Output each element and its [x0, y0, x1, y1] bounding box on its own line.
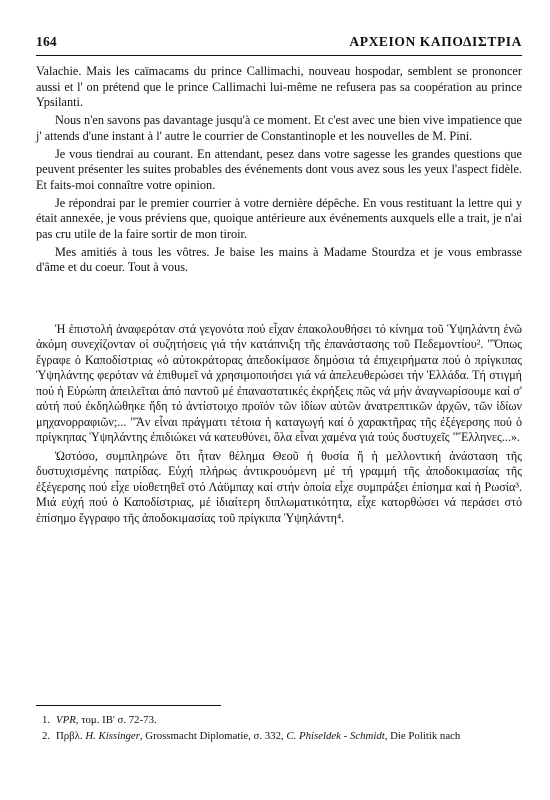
running-header: [36, 34, 522, 50]
footnote-source-italic: VPR: [56, 714, 76, 726]
greek-commentary: [36, 322, 522, 527]
french-letter-text: [36, 64, 522, 276]
greek-paragraph: Ἡ ἐπιστολή ἀναφερόταν στά γεγονότα πού εἶχαν ἐπακολουθήσει τό κίνημα τοῦ Ὑψηλάντη ἐνῶ ἀκόμη συνεχίζονταν οἱ συζητήσεις γιά τήν κατάπνιξη τῆς ἐπανάστασης τοῦ Πεδεμοντίου². "Ὅπως ἔγραφε ὁ Καποδίστριας «ὁ αὐτοκράτορας ἀπεδοκίμασε δημόσια τά ἐπιχειρήματα πού ὁ πρίγκιπας Ὑψηλάντης φερόταν νά ἐπιθυμεῖ νά χρησιμοποιήσει γιά νά ἀπελευθερώσει τήν Ἑλλάδα. Τή στιγμή πού ἡ Εὐρώπη ἀπειλεῖται ἀπό παντοῦ μέ ἐπαναστατικές ἐκρήξεις πῶς νά μήν ἀναγνωρίσουμε καί σ' αὐτή πού ἐκδηλώθηκε ἤδη τό ἀντίστοιχο προϊόν τῶν ἰδίων αὐτῶν ἀνατρεπτικῶν ἀρχῶν, τῶν ἰδίων μηχανορραφιῶν;... "Ἄν εἶναι πράγματι τέτοια ἡ καταγωγή καί ὁ χαρακτῆρας τῆς ἐξέγερσης πού ὁ πρίγκηπας Ὑψηλάντης ἐπιδιώκει νά κατευθύνει, ὅλα εἶναι χαμένα γιά τούς δυστυχεῖς "Ἕλληνες...».: [36, 321, 522, 444]
greek-paragraph: Ὡστόσο, συμπληρώνε ὅτι ἦταν θέλημα Θεοῦ ἡ θυσία ἤ ἡ μελλοντική ἀνάσταση τῆς δυστυχισμένης πατρίδας. Εὐχή πλήρως ἀντικρουόμενη μέ τή γραμμή τῆς ἀποδοκιμασίας τῆς ἐξέγερσης πού εἶχε υἱοθετηθεῖ στό Λάϋμπαχ καί στήν ὁποία εἶχε συμπράξει ἐπίσημα καί ἡ Ρωσία³. Μιά εὐχή πού ὁ Καποδίστριας, μέ ἰδιαίτερη διπλωματικότητα, εἶχε κατορθώσει νά περάσει στό ἐπίσημο ἔγγραφο τῆς ἀποδοκιμασίας τοῦ πρίγκιπα Ὑψηλάντη⁴.: [36, 448, 522, 525]
footnote-number: 1.: [42, 714, 51, 726]
french-paragraph: Nous n'en savons pas davantage jusqu'à ce moment. Et c'est avec une bien vive impatience que j' attends d'une instant à l' autre le courrier de Constantinople et les nouvelles de M. Pini.: [36, 113, 522, 143]
french-paragraph: Valachie. Mais les caïmacams du prince Callimachi, nouveau hospodar, semblent se prononcer aussi et l' on prétend que le prince Callimachi lui-même ne refusera pas sa coopération au prince Ypsilanti.: [36, 64, 522, 109]
footnote-rule: [36, 705, 221, 706]
footnotes: [36, 705, 522, 744]
footnote-text: Πρβλ.: [56, 730, 86, 742]
footnote-text: , Die Politik nach: [384, 730, 461, 742]
french-paragraph: Je répondrai par le premier courrier à votre dernière dépêche. En vous restituant la lettre qui y était annexée, je vous préviens que, quoique antérieure aux événements auxquels elle a trait, je n'ai pas cru utile de la faire sortir de mon tiroir.: [36, 195, 522, 241]
footnote: [36, 712, 522, 728]
footnote-number: 2.: [42, 730, 51, 742]
french-paragraph: Je vous tiendrai au courant. En attendant, pesez dans votre sagesse les grandes questions que peuvent présenter les suites probables des événements dont vous avez sous les yeux l'aspect fidèle. Et faits-moi connaître votre opinion.: [36, 146, 522, 192]
french-paragraph: Mes amitiés à tous les vôtres. Je baise les mains à Madame Stourdza et je vous embrasse d'âme et du coeur. Tout à vous.: [36, 244, 522, 274]
footnote: [36, 728, 522, 744]
footnote-author-italic: C. Phiseldek - Schmidt: [286, 730, 385, 742]
header-rule: [36, 55, 522, 56]
footnote-text: , τομ. ΙΒ' σ. 72-73.: [75, 714, 157, 726]
footnote-text: , Grossmacht Diplomatie, σ. 332,: [139, 730, 287, 742]
page-number: 164: [36, 34, 57, 49]
footnote-author-italic: H. Kissinger: [85, 730, 140, 742]
running-title: ΑΡΧΕΙΟΝ ΚΑΠΟΔΙΣΤΡΙΑ: [349, 34, 522, 49]
